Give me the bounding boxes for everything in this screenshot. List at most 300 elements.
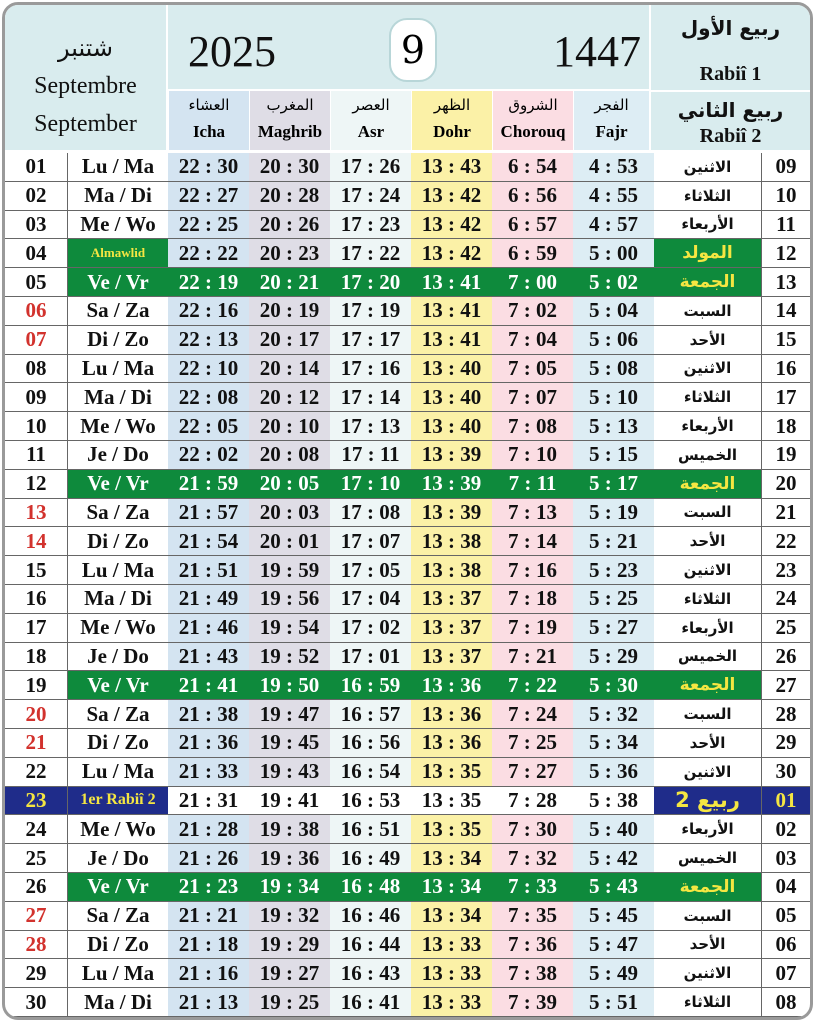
table-row <box>5 902 810 931</box>
chorouq-time: 6 : 54 <box>492 153 573 181</box>
weekday-label: Sa / Za <box>67 700 168 728</box>
isha-time: 21 : 43 <box>168 643 249 671</box>
gregorian-day: 01 <box>25 154 47 179</box>
maghrib-time: 20 : 10 <box>249 412 330 440</box>
isha-time: 21 : 46 <box>168 614 249 642</box>
isha-time: 21 : 18 <box>168 931 249 959</box>
gregorian-day: 28 <box>25 931 47 956</box>
weekday-label: Lu / Ma <box>67 153 168 181</box>
chorouq-time: 7 : 00 <box>492 268 573 296</box>
fajr-time: 5 : 08 <box>573 355 654 383</box>
fajr-time: 5 : 40 <box>573 815 654 843</box>
col-header-latin: Dohr <box>433 122 471 141</box>
col-header-isha <box>168 91 249 150</box>
table-row <box>5 268 810 297</box>
weekday-arabic: الأحد <box>689 733 726 752</box>
fajr-time: 5 : 27 <box>573 614 654 642</box>
gregorian-day: 17 <box>25 615 47 640</box>
hijri-day: 20 <box>761 470 810 498</box>
weekday-label: Lu / Ma <box>67 355 168 383</box>
dohr-time: 13 : 36 <box>411 700 492 728</box>
fajr-time: 5 : 21 <box>573 527 654 555</box>
table-row <box>5 499 810 528</box>
asr-time: 17 : 14 <box>330 383 411 411</box>
col-header-maghrib <box>249 91 330 150</box>
maghrib-time: 19 : 41 <box>249 787 330 815</box>
hijri-day: 09 <box>761 153 810 181</box>
col-header-chorouq <box>492 91 573 150</box>
weekday-arabic: الأحد <box>689 532 726 551</box>
gregorian-day: 25 <box>25 845 47 870</box>
asr-time: 17 : 05 <box>330 556 411 584</box>
asr-time: 17 : 26 <box>330 153 411 181</box>
col-header-arabic: الظهر <box>433 96 471 114</box>
isha-time: 22 : 30 <box>168 153 249 181</box>
hijri-day: 07 <box>761 959 810 987</box>
col-header-latin: Icha <box>192 122 226 141</box>
fajr-time: 5 : 06 <box>573 326 654 354</box>
gregorian-day: 27 <box>25 903 47 928</box>
weekday-label: Almawlid <box>67 239 168 267</box>
chorouq-time: 6 : 59 <box>492 239 573 267</box>
chorouq-time: 7 : 02 <box>492 297 573 325</box>
asr-time: 16 : 46 <box>330 902 411 930</box>
weekday-label: Je / Do <box>67 441 168 469</box>
isha-time: 22 : 16 <box>168 297 249 325</box>
maghrib-time: 19 : 47 <box>249 700 330 728</box>
isha-time: 22 : 19 <box>168 268 249 296</box>
table-row <box>5 556 810 585</box>
weekday-arabic: السبت <box>683 705 732 724</box>
gregorian-day: 04 <box>25 240 47 265</box>
chorouq-time: 7 : 05 <box>492 355 573 383</box>
chorouq-time: 7 : 18 <box>492 585 573 613</box>
asr-time: 16 : 44 <box>330 931 411 959</box>
gregorian-day: 24 <box>25 816 47 841</box>
weekday-arabic: السبت <box>683 503 732 522</box>
chorouq-time: 7 : 38 <box>492 959 573 987</box>
weekday-label: Ma / Di <box>67 182 168 210</box>
dohr-time: 13 : 37 <box>411 614 492 642</box>
col-header-latin: Chorouq <box>500 122 566 141</box>
asr-time: 17 : 07 <box>330 527 411 555</box>
fajr-time: 5 : 36 <box>573 758 654 786</box>
fajr-time: 5 : 23 <box>573 556 654 584</box>
weekday-label: Ve / Vr <box>67 268 168 296</box>
hijri-month2-arabic: ربيع الثاني <box>677 98 784 122</box>
table-row <box>5 470 810 499</box>
gregorian-day: 11 <box>26 442 46 467</box>
chorouq-time: 7 : 35 <box>492 902 573 930</box>
chorouq-time: 7 : 11 <box>492 470 573 498</box>
weekday-label: Ve / Vr <box>67 470 168 498</box>
isha-time: 21 : 33 <box>168 758 249 786</box>
dohr-time: 13 : 39 <box>411 470 492 498</box>
asr-time: 17 : 22 <box>330 239 411 267</box>
fajr-time: 5 : 42 <box>573 844 654 872</box>
isha-time: 21 : 59 <box>168 470 249 498</box>
weekday-label: Ma / Di <box>67 585 168 613</box>
isha-time: 21 : 28 <box>168 815 249 843</box>
hijri-day: 30 <box>761 758 810 786</box>
fajr-time: 5 : 51 <box>573 988 654 1016</box>
chorouq-time: 7 : 30 <box>492 815 573 843</box>
maghrib-time: 19 : 52 <box>249 643 330 671</box>
chorouq-time: 7 : 14 <box>492 527 573 555</box>
chorouq-time: 7 : 13 <box>492 499 573 527</box>
isha-time: 21 : 57 <box>168 499 249 527</box>
weekday-label: Je / Do <box>67 844 168 872</box>
gregorian-day: 21 <box>25 730 47 755</box>
isha-time: 21 : 21 <box>168 902 249 930</box>
hijri-day: 27 <box>761 671 810 699</box>
dohr-time: 13 : 43 <box>411 153 492 181</box>
dohr-time: 13 : 42 <box>411 239 492 267</box>
chorouq-time: 7 : 08 <box>492 412 573 440</box>
maghrib-time: 19 : 29 <box>249 931 330 959</box>
hijri-day: 29 <box>761 729 810 757</box>
hijri-day: 21 <box>761 499 810 527</box>
gregorian-day: 16 <box>25 586 47 611</box>
maghrib-time: 20 : 14 <box>249 355 330 383</box>
isha-time: 21 : 31 <box>168 787 249 815</box>
chorouq-time: 7 : 27 <box>492 758 573 786</box>
weekday-arabic: الأحد <box>689 935 726 954</box>
dohr-time: 13 : 36 <box>411 671 492 699</box>
asr-time: 16 : 54 <box>330 758 411 786</box>
isha-time: 22 : 22 <box>168 239 249 267</box>
hijri-day: 15 <box>761 326 810 354</box>
isha-time: 22 : 13 <box>168 326 249 354</box>
chorouq-time: 6 : 56 <box>492 182 573 210</box>
gregorian-day: 23 <box>5 787 67 815</box>
hijri-month1-latin: Rabiî 1 <box>699 63 762 85</box>
weekday-arabic: السبت <box>683 301 732 320</box>
table-row <box>5 959 810 988</box>
weekday-label: 1er Rabiî 2 <box>67 787 168 815</box>
hijri-day: 23 <box>761 556 810 584</box>
weekday-arabic: الاثنين <box>683 964 732 983</box>
col-header-arabic: العصر <box>352 96 390 114</box>
gregorian-day: 02 <box>25 183 47 208</box>
maghrib-time: 19 : 59 <box>249 556 330 584</box>
col-header-latin: Maghrib <box>257 122 323 141</box>
asr-time: 16 : 41 <box>330 988 411 1016</box>
col-header-arabic: العشاء <box>188 96 230 114</box>
weekday-arabic: الجمعة <box>654 470 761 498</box>
hijri-day: 04 <box>761 873 810 901</box>
maghrib-time: 20 : 26 <box>249 211 330 239</box>
col-header-arabic: الشروق <box>508 96 558 114</box>
header-divider <box>651 90 810 92</box>
isha-time: 21 : 41 <box>168 671 249 699</box>
maghrib-time: 19 : 38 <box>249 815 330 843</box>
weekday-arabic: الثلاثاء <box>683 388 732 407</box>
asr-time: 17 : 24 <box>330 182 411 210</box>
gregorian-day: 19 <box>25 672 47 697</box>
fajr-time: 5 : 15 <box>573 441 654 469</box>
weekday-label: Lu / Ma <box>67 556 168 584</box>
calendar-frame <box>2 2 813 1020</box>
hijri-day: 28 <box>761 700 810 728</box>
gregorian-day: 26 <box>25 874 47 899</box>
hijri-day: 14 <box>761 297 810 325</box>
asr-time: 16 : 51 <box>330 815 411 843</box>
gregorian-day: 13 <box>25 499 47 524</box>
weekday-arabic: الاثنين <box>683 359 732 378</box>
weekday-label: Je / Do <box>67 643 168 671</box>
month-number-badge: 9 <box>389 18 437 82</box>
asr-time: 16 : 57 <box>330 700 411 728</box>
maghrib-time: 20 : 12 <box>249 383 330 411</box>
dohr-time: 13 : 40 <box>411 412 492 440</box>
isha-time: 21 : 36 <box>168 729 249 757</box>
dohr-time: 13 : 37 <box>411 643 492 671</box>
gregorian-day: 07 <box>25 327 47 352</box>
hijri-day: 19 <box>761 441 810 469</box>
weekday-arabic: الأربعاء <box>681 618 734 637</box>
col-header-latin: Asr <box>357 122 385 141</box>
fajr-time: 5 : 30 <box>573 671 654 699</box>
gregorian-day: 18 <box>25 643 47 668</box>
hijri-month1-arabic: ربيع الأول <box>680 16 781 40</box>
gregorian-day: 12 <box>25 471 47 496</box>
dohr-time: 13 : 35 <box>411 787 492 815</box>
hijri-day: 24 <box>761 585 810 613</box>
maghrib-time: 20 : 23 <box>249 239 330 267</box>
hijri-day: 13 <box>761 268 810 296</box>
asr-time: 17 : 08 <box>330 499 411 527</box>
weekday-arabic: الاثنين <box>683 561 732 580</box>
chorouq-time: 7 : 24 <box>492 700 573 728</box>
fajr-time: 4 : 55 <box>573 182 654 210</box>
isha-time: 22 : 02 <box>168 441 249 469</box>
maghrib-time: 20 : 17 <box>249 326 330 354</box>
dohr-time: 13 : 35 <box>411 758 492 786</box>
table-row <box>5 297 810 326</box>
weekday-label: Lu / Ma <box>67 758 168 786</box>
weekday-label: Me / Wo <box>67 614 168 642</box>
table-row <box>5 211 810 240</box>
hijri-day: 08 <box>761 988 810 1016</box>
asr-time: 16 : 59 <box>330 671 411 699</box>
table-row <box>5 729 810 758</box>
fajr-time: 5 : 04 <box>573 297 654 325</box>
maghrib-time: 19 : 36 <box>249 844 330 872</box>
table-row <box>5 671 810 700</box>
asr-time: 16 : 48 <box>330 873 411 901</box>
weekday-label: Di / Zo <box>67 931 168 959</box>
hijri-day: 06 <box>761 931 810 959</box>
hijri-month2-latin: Rabiî 2 <box>699 125 762 147</box>
table-row <box>5 153 810 182</box>
maghrib-time: 19 : 50 <box>249 671 330 699</box>
hijri-year: 1447 <box>553 27 641 76</box>
weekday-label: Ve / Vr <box>67 671 168 699</box>
table-row <box>5 383 810 412</box>
dohr-time: 13 : 36 <box>411 729 492 757</box>
asr-time: 17 : 10 <box>330 470 411 498</box>
asr-time: 17 : 11 <box>330 441 411 469</box>
gregorian-day: 05 <box>25 269 47 294</box>
weekday-label: Di / Zo <box>67 729 168 757</box>
isha-time: 21 : 23 <box>168 873 249 901</box>
table-row <box>5 441 810 470</box>
weekday-arabic: الأربعاء <box>681 215 734 234</box>
dohr-time: 13 : 42 <box>411 211 492 239</box>
table-row <box>5 988 810 1017</box>
fajr-time: 5 : 13 <box>573 412 654 440</box>
asr-time: 17 : 23 <box>330 211 411 239</box>
dohr-time: 13 : 33 <box>411 988 492 1016</box>
isha-time: 21 : 51 <box>168 556 249 584</box>
hijri-day: 10 <box>761 182 810 210</box>
isha-time: 21 : 38 <box>168 700 249 728</box>
fajr-time: 5 : 17 <box>573 470 654 498</box>
asr-time: 17 : 20 <box>330 268 411 296</box>
hijri-day: 17 <box>761 383 810 411</box>
asr-time: 16 : 53 <box>330 787 411 815</box>
chorouq-time: 7 : 21 <box>492 643 573 671</box>
chorouq-time: 7 : 32 <box>492 844 573 872</box>
gregorian-day: 14 <box>25 528 47 553</box>
table-row <box>5 844 810 873</box>
gregorian-day: 06 <box>25 298 47 323</box>
col-header-arabic: المغرب <box>266 96 314 114</box>
weekday-arabic: الخميس <box>678 849 737 868</box>
asr-time: 17 : 04 <box>330 585 411 613</box>
maghrib-time: 19 : 27 <box>249 959 330 987</box>
weekday-arabic: الجمعة <box>654 268 761 296</box>
header <box>5 5 810 150</box>
dohr-time: 13 : 33 <box>411 959 492 987</box>
hijri-day: 16 <box>761 355 810 383</box>
col-header-asr <box>330 91 411 150</box>
weekday-arabic: السبت <box>683 906 732 925</box>
table-row <box>5 355 810 384</box>
chorouq-time: 7 : 07 <box>492 383 573 411</box>
hijri-day: 02 <box>761 815 810 843</box>
dohr-time: 13 : 35 <box>411 815 492 843</box>
col-header-arabic: الفجر <box>594 96 629 114</box>
maghrib-time: 20 : 05 <box>249 470 330 498</box>
table-row <box>5 585 810 614</box>
dohr-time: 13 : 37 <box>411 585 492 613</box>
isha-time: 22 : 25 <box>168 211 249 239</box>
gregorian-day: 08 <box>25 355 47 380</box>
dohr-time: 13 : 39 <box>411 441 492 469</box>
gregorian-year: 2025 <box>188 27 276 76</box>
weekday-arabic: الخميس <box>678 445 737 464</box>
col-header-latin: Fajr <box>595 122 628 141</box>
hijri-day: 03 <box>761 844 810 872</box>
gregorian-day: 22 <box>25 759 47 784</box>
maghrib-time: 20 : 03 <box>249 499 330 527</box>
maghrib-time: 19 : 34 <box>249 873 330 901</box>
weekday-arabic: الخميس <box>678 647 737 666</box>
weekday-label: Di / Zo <box>67 326 168 354</box>
weekday-arabic: الأحد <box>689 330 726 349</box>
table-row <box>5 787 810 816</box>
weekday-label: Sa / Za <box>67 297 168 325</box>
weekday-label: Me / Wo <box>67 211 168 239</box>
asr-time: 17 : 17 <box>330 326 411 354</box>
table-row <box>5 182 810 211</box>
hijri-day: 12 <box>761 239 810 267</box>
weekday-label: Ma / Di <box>67 988 168 1016</box>
weekday-arabic: الاثنين <box>683 762 732 781</box>
weekday-label: Di / Zo <box>67 527 168 555</box>
col-header-fajr <box>573 91 649 150</box>
fajr-time: 5 : 29 <box>573 643 654 671</box>
isha-time: 21 : 16 <box>168 959 249 987</box>
fajr-time: 5 : 02 <box>573 268 654 296</box>
weekday-arabic: الثلاثاء <box>683 589 732 608</box>
table-row <box>5 412 810 441</box>
hijri-day: 05 <box>761 902 810 930</box>
maghrib-time: 19 : 25 <box>249 988 330 1016</box>
table-row <box>5 527 810 556</box>
hijri-day: 25 <box>761 614 810 642</box>
weekday-arabic: الجمعة <box>654 873 761 901</box>
fajr-time: 5 : 43 <box>573 873 654 901</box>
chorouq-time: 7 : 19 <box>492 614 573 642</box>
maghrib-time: 19 : 43 <box>249 758 330 786</box>
asr-time: 17 : 01 <box>330 643 411 671</box>
gregorian-day: 15 <box>25 557 47 582</box>
chorouq-time: 7 : 36 <box>492 931 573 959</box>
chorouq-time: 7 : 16 <box>492 556 573 584</box>
dohr-time: 13 : 38 <box>411 527 492 555</box>
maghrib-time: 19 : 32 <box>249 902 330 930</box>
dohr-time: 13 : 34 <box>411 873 492 901</box>
maghrib-time: 20 : 01 <box>249 527 330 555</box>
gregorian-day: 03 <box>25 211 47 236</box>
maghrib-time: 19 : 45 <box>249 729 330 757</box>
dohr-time: 13 : 34 <box>411 844 492 872</box>
weekday-arabic: الثلاثاء <box>683 993 732 1012</box>
chorouq-time: 7 : 04 <box>492 326 573 354</box>
hijri-day: 18 <box>761 412 810 440</box>
dohr-time: 13 : 41 <box>411 297 492 325</box>
weekday-label: Ve / Vr <box>67 873 168 901</box>
month-arabic: شتنبر <box>57 34 114 62</box>
dohr-time: 13 : 40 <box>411 355 492 383</box>
weekday-arabic: ربيع 2 <box>654 787 761 815</box>
weekday-arabic: الثلاثاء <box>683 186 732 205</box>
weekday-label: Sa / Za <box>67 902 168 930</box>
fajr-time: 4 : 57 <box>573 211 654 239</box>
gregorian-day: 30 <box>25 989 47 1014</box>
hijri-day: 01 <box>761 787 810 815</box>
weekday-label: Sa / Za <box>67 499 168 527</box>
asr-time: 16 : 56 <box>330 729 411 757</box>
dohr-time: 13 : 41 <box>411 326 492 354</box>
weekday-arabic: الأربعاء <box>681 417 734 436</box>
isha-time: 22 : 27 <box>168 182 249 210</box>
table-row <box>5 643 810 672</box>
fajr-time: 5 : 32 <box>573 700 654 728</box>
fajr-time: 5 : 49 <box>573 959 654 987</box>
gregorian-day: 20 <box>25 701 47 726</box>
table-row <box>5 326 810 355</box>
maghrib-time: 19 : 54 <box>249 614 330 642</box>
chorouq-time: 7 : 28 <box>492 787 573 815</box>
asr-time: 16 : 43 <box>330 959 411 987</box>
table-row <box>5 239 810 268</box>
chorouq-time: 7 : 33 <box>492 873 573 901</box>
dohr-time: 13 : 34 <box>411 902 492 930</box>
